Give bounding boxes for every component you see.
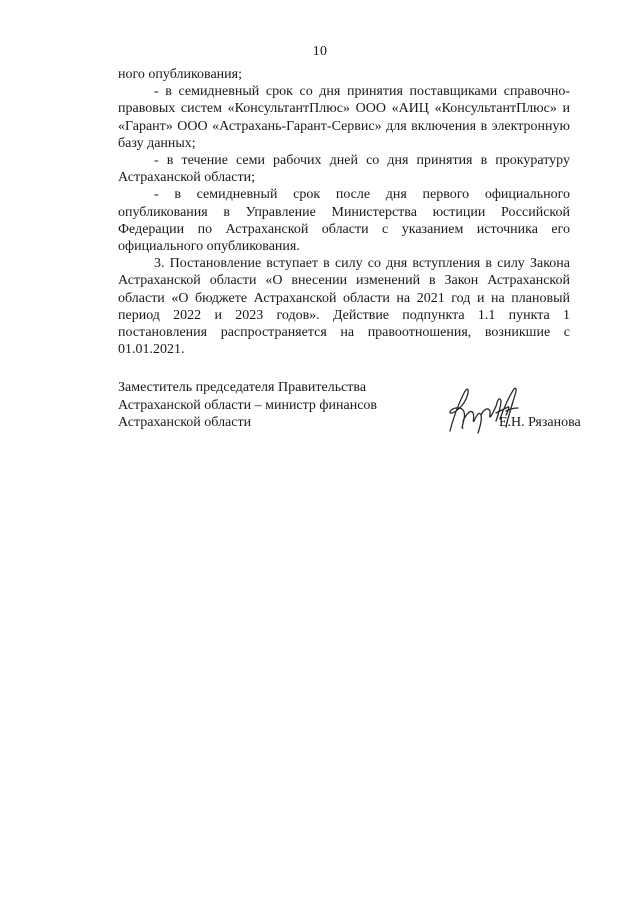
paragraph-legal-systems: - в семидневный срок со дня принятия поставщиками справочно-правовых систем «КонсультантПлюс» ООО «АИЦ «КонсультантПлюс» и «Гарант» ООО «Астрахань-Гарант-Сервис» для включения в электронную базу данных; [118,84,570,151]
paragraph-prosecutor: - в течение семи рабочих дней со дня принятия в прокуратуру Астраханской области; [118,153,570,186]
paragraph-effective-date: 3. Постановление вступает в силу со дня вступления в силу Закона Астраханской области «О внесении изменений в Закон Астраханской области «О бюджете Астраханской области на 2021 год и на плановый период 2022 и 2023 годов». Действие подпункта 1.1 пункта 1 постановления распространяется на правоотношения, возникшие с 01.01.2021. [118,256,570,358]
signer-title-line: Заместитель председателя Правительства [118,380,367,395]
paragraph-ministry-justice: - в семидневный срок после дня первого официального опубликования в Управление Министерства юстиции Российской Федерации по Астраханской области с указанием источника его официального опубликования. [118,187,570,255]
signer-title [118,379,377,432]
page-number: 10 [312,44,328,59]
signer-name: Е.Н. Рязанова [499,415,581,430]
signature-block [118,379,588,449]
paragraph-publication-end: ного опубликования; [118,67,242,82]
signer-title-line: Астраханской области – министр финансов [118,397,378,413]
document-body [118,66,570,358]
signer-title-line: Астраханской области [118,415,252,430]
